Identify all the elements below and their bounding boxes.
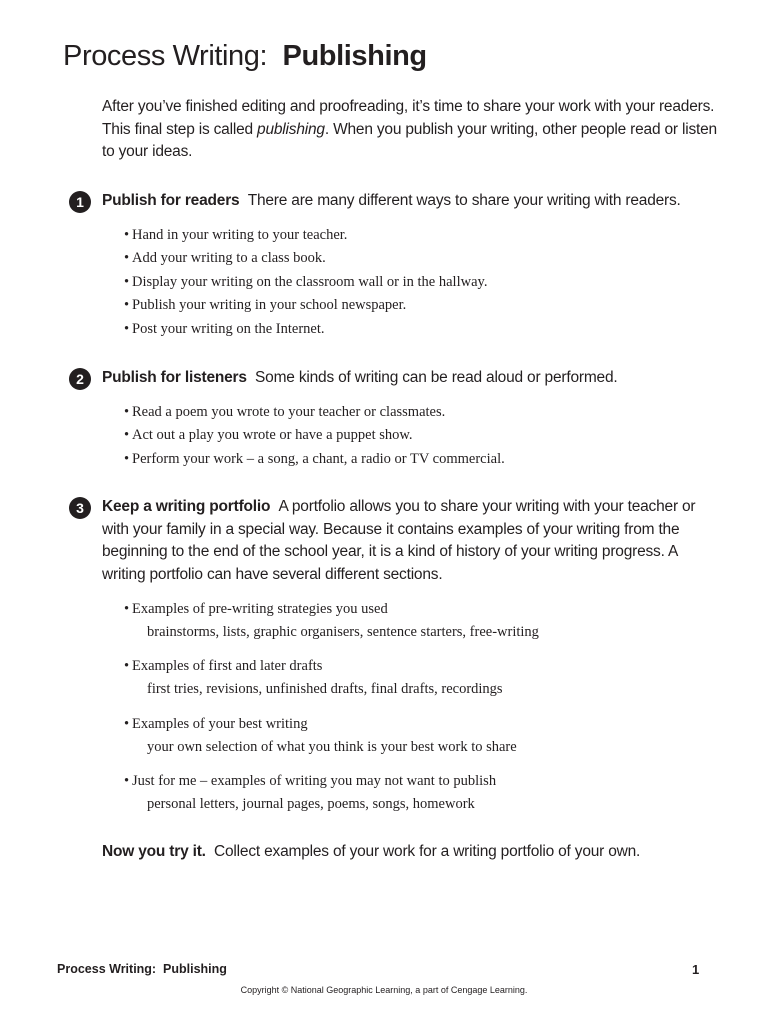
page-title [63, 40, 427, 73]
portfolio-item-title: Examples of pre-writing strategies you used [132, 601, 388, 617]
bullet-icon: • [124, 450, 130, 467]
try-it-label: Now you try it. [102, 843, 206, 860]
page-number: 1 [692, 962, 700, 977]
section-2-number-badge: 2 [69, 368, 91, 390]
portfolio-item-title: Examples of first and later drafts [132, 658, 323, 674]
list-item [124, 247, 724, 270]
section-2-text: Some kinds of writing can be read aloud or performed. [255, 369, 618, 386]
list-item [124, 271, 724, 294]
portfolio-item [124, 770, 724, 816]
section-3-number-badge: 3 [69, 497, 91, 519]
section-1-bullet-list [124, 224, 724, 341]
title-bold: Publishing [282, 40, 427, 72]
portfolio-item-title-row [124, 598, 724, 621]
list-item-text: Add your writing to a class book. [132, 250, 326, 267]
list-item-text: Hand in your writing to your teacher. [132, 227, 348, 243]
section-2-bullet-list [124, 401, 724, 471]
list-item [124, 318, 724, 341]
portfolio-item-title-row [124, 770, 724, 793]
section-1-heading [102, 190, 732, 213]
bullet-icon: • [124, 320, 130, 337]
list-item-text: Perform your work – a song, a chant, a radio or TV commercial. [132, 450, 505, 467]
list-item [124, 401, 724, 424]
intro-text-start: After you’ve finished editing and proofreading, it’s time to share your work with your readers. This final step is called [102, 98, 715, 138]
intro-paragraph [102, 96, 722, 164]
portfolio-item-title-row [124, 655, 724, 678]
bullet-icon: • [124, 273, 130, 290]
list-item [124, 224, 724, 247]
bullet-icon: • [124, 250, 130, 267]
intro-italic-term: publishing [257, 120, 325, 138]
portfolio-item-detail: personal letters, journal pages, poems, songs, homework [147, 796, 475, 813]
list-item-text: Publish your writing in your school newspaper. [132, 297, 407, 314]
section-3-title: Keep a writing portfolio [102, 498, 271, 515]
section-3-text: A portfolio allows you to share your writing with your teacher or with your family in a special way. Because it contains examples of your writing from the beginning to the end of the school year, it is a kind of history of your writing progress. A writing portfolio can have several different sections. [102, 498, 696, 584]
bullet-icon: • [124, 773, 130, 789]
list-item-text: Read a poem you wrote to your teacher or classmates. [132, 404, 446, 420]
bullet-icon: • [124, 427, 130, 444]
list-item-text: Act out a play you wrote or have a puppet show. [132, 427, 413, 444]
portfolio-item [124, 598, 724, 644]
copyright-notice: Copyright © National Geographic Learning, a part of Cengage Learning. [240, 985, 528, 995]
list-item-text: Display your writing on the classroom wall or in the hallway. [132, 273, 488, 290]
bullet-icon: • [124, 658, 130, 674]
try-it-text: Collect examples of your work for a writing portfolio of your own. [214, 843, 641, 860]
list-item [124, 294, 724, 317]
section-1-title: Publish for readers [102, 192, 240, 209]
bullet-icon: • [124, 601, 130, 617]
portfolio-item-detail: your own selection of what you think is your best work to share [147, 739, 517, 756]
bullet-icon: • [124, 227, 130, 243]
section-2-heading [102, 367, 732, 390]
title-regular: Process Writing: [63, 40, 268, 72]
section-1-number-badge: 1 [69, 191, 91, 213]
intro-text-end: . When you publish your writing, other people read or listen to your ideas. [102, 120, 717, 161]
list-item [124, 448, 724, 471]
try-it-paragraph [102, 841, 732, 864]
portfolio-item-title: Examples of your best writing [132, 716, 308, 732]
portfolio-item-detail: brainstorms, lists, graphic organisers, sentence starters, free-writing [147, 624, 539, 641]
list-item [124, 424, 724, 447]
portfolio-item-detail: first tries, revisions, unfinished drafts, final drafts, recordings [147, 681, 503, 698]
portfolio-item-title-row [124, 713, 724, 736]
portfolio-item [124, 713, 724, 759]
portfolio-item [124, 655, 724, 701]
footer-title: Process Writing: Publishing [57, 962, 227, 976]
section-2-title: Publish for listeners [102, 369, 247, 386]
list-item-text: Post your writing on the Internet. [132, 320, 325, 337]
section-1-text: There are many different ways to share your writing with readers. [247, 192, 681, 209]
portfolio-item-title: Just for me – examples of writing you may not want to publish [132, 773, 497, 789]
bullet-icon: • [124, 716, 130, 732]
bullet-icon: • [124, 297, 130, 314]
bullet-icon: • [124, 404, 130, 420]
section-3-heading [102, 496, 722, 587]
